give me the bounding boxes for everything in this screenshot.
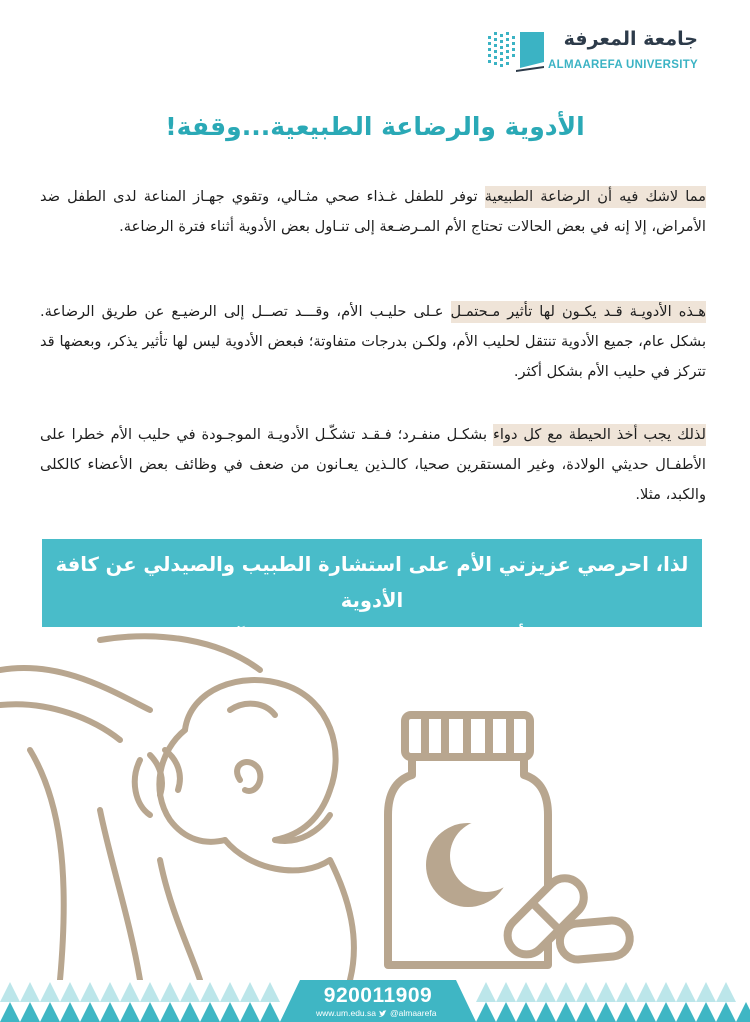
mother-baby-illustration [0,636,354,980]
crescent-icon [426,820,522,907]
twitter-icon [378,1009,387,1018]
paragraph-1 [40,182,706,242]
paragraph-3-highlight: لذلك يجب أخذ الحيطة مع كل دواء [493,424,706,446]
paragraph-1-text: توفر للطفل غـذاء صحي مثـالي، وتقوي جهـاز المناعة لدى الطفل ضد الأمراض، إلا إنه في بعض الحالات تحتاج الأم المـرضـعة إلى تنـاول بعض الأدوية أثناء فترة الرضاعة. [40,188,706,235]
illustration [0,630,750,980]
social-handle: @almaarefa [390,1008,437,1018]
footer-contact [304,1008,454,1020]
paragraph-1-highlight: مما لاشك فيه أن الرضاعة الطبيعية [485,186,706,208]
paragraph-3-text: بشكـل منفـرد؛ فـقـد تشكّـل الأدويـة الموجـودة في حليب الأم خطرا على الأطفـال حديثي الولادة، وغير المستقرين صحيا، كالـذين يعـانون من ضعف في وظائف بعض الأعضاء كالكلى والكبد، مثلا. [40,426,706,503]
advice-line-2: المستخدمة أثناء فترة الرضاعة والبدائل الآمنة المتوفرة. [108,625,636,648]
page-title: الأدوية والرضاعة الطبيعية...وقفة! [165,112,585,141]
paragraph-2-highlight: هـذه الأدويـة قـد يكـون لها تأثير مـحتمـل [451,301,706,323]
capsule-icon [500,870,632,962]
advice-banner [42,539,702,648]
university-logo-icon [486,28,546,74]
paragraph-2 [40,297,706,387]
paragraph-2-text: عـلى حليـب الأم، وقـــد تصــل إلى الرضيـع عن طريق الرضاعة. بشكل عام، جميع الأدوية تنتقل لحليب الأم، ولكـن بدرجات متفاوتة؛ فبعض الأدوية ليس لها تأثير يذكر، وبعضها قد تتركز في حليب الأم بشكل أكثر. [40,303,706,380]
paragraph-3 [40,420,706,510]
university-name-english: ALMAAREFA UNIVERSITY [548,59,698,71]
university-name-arabic: جامعة المعرفة [563,28,698,50]
website-text: www.um.edu.sa [316,1008,376,1018]
university-logo [488,28,698,78]
phone-number: 920011909 [323,984,433,1007]
advice-line-1: لذا، احرصي عزيزتي الأم على استشارة الطبيب والصيدلي عن كافة الأدوية [55,553,689,612]
